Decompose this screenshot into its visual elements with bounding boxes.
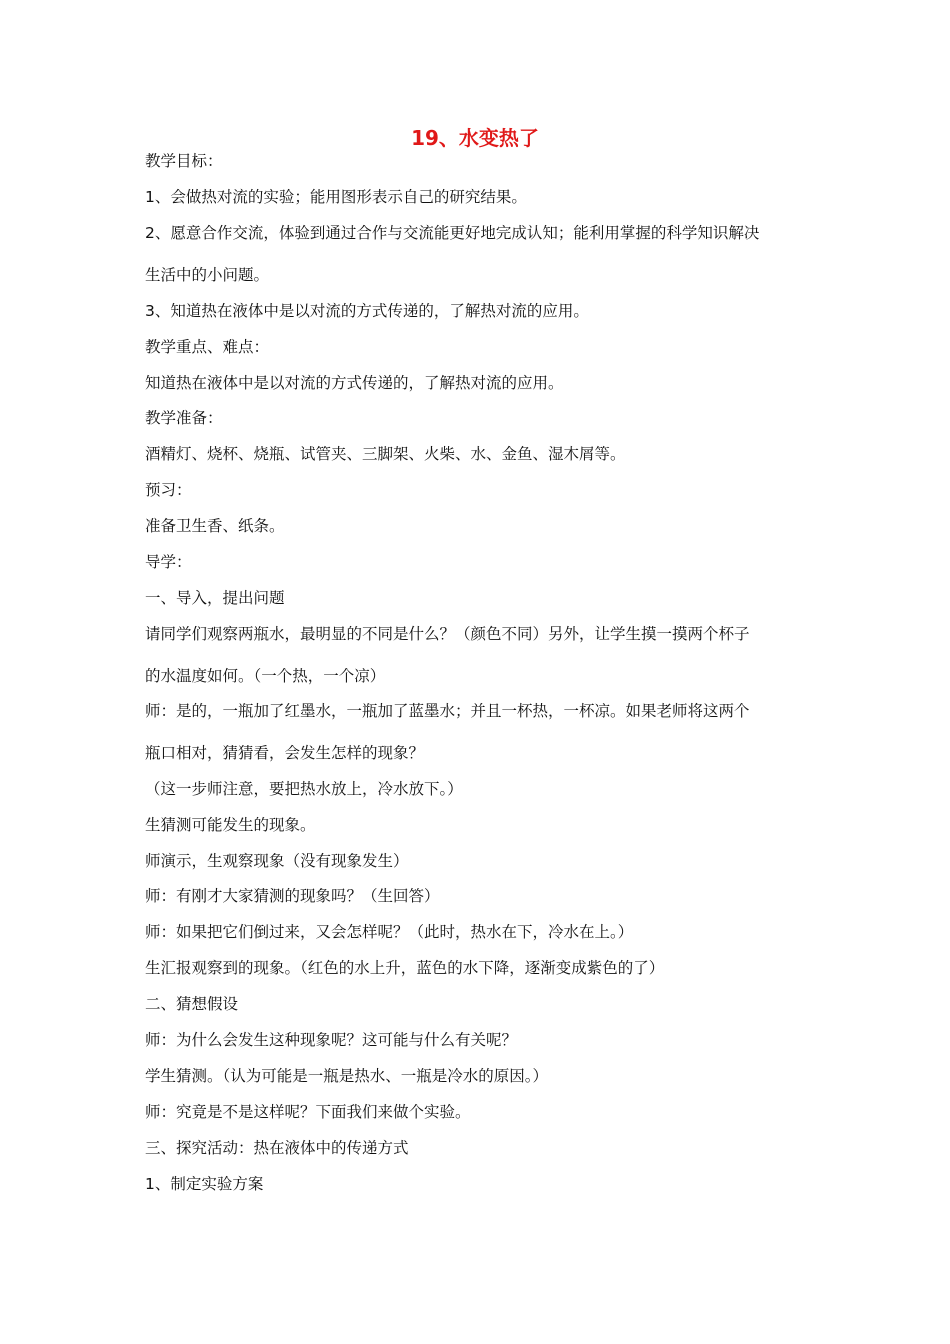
heading-key-points: 教学重点、难点：	[145, 338, 270, 356]
paragraph-line: 2、愿意合作交流，体验到通过合作与交流能更好地完成认知；能利用掌握的科学知识解决	[145, 224, 760, 242]
paragraph-line: 1、会做热对流的实验；能用图形表示自己的研究结果。	[145, 188, 527, 206]
paragraph-line: 师：是的，一瓶加了红墨水，一瓶加了蓝墨水；并且一杯热，一杯凉。如果老师将这两个	[145, 702, 750, 720]
paragraph-line: 知道热在液体中是以对流的方式传递的，了解热对流的应用。	[145, 374, 564, 392]
section-heading: 三、探究活动：热在液体中的传递方式	[145, 1139, 409, 1157]
paragraph-line: 师演示，生观察现象（没有现象发生）	[145, 852, 409, 870]
paragraph-line: 师：究竟是不是这样呢？下面我们来做个实验。	[145, 1103, 471, 1121]
document-title: 19、水变热了	[411, 126, 539, 150]
heading-preview: 预习：	[145, 481, 192, 499]
paragraph-line: 酒精灯、烧杯、烧瓶、试管夹、三脚架、火柴、水、金鱼、湿木屑等。	[145, 445, 626, 463]
heading-preparation: 教学准备：	[145, 409, 223, 427]
paragraph-line: 瓶口相对，猜猜看，会发生怎样的现象？	[145, 744, 425, 762]
paragraph-line: 生活中的小问题。	[145, 266, 270, 284]
paragraph-line: 1、制定实验方案	[145, 1175, 264, 1193]
paragraph-line: （这一步师注意，要把热水放上，冷水放下。）	[145, 780, 463, 798]
paragraph-line: 的水温度如何。（一个热，一个凉）	[145, 667, 386, 685]
section-heading: 二、猜想假设	[145, 995, 239, 1013]
paragraph-line: 生汇报观察到的现象。（红色的水上升，蓝色的水下降，逐渐变成紫色的了）	[145, 959, 665, 977]
paragraph-line: 师：为什么会发生这种现象呢？这可能与什么有关呢？	[145, 1031, 518, 1049]
paragraph-line: 请同学们观察两瓶水，最明显的不同是什么？（颜色不同）另外，让学生摸一摸两个杯子	[145, 625, 750, 643]
paragraph-line: 师：有刚才大家猜测的现象吗？（生回答）	[145, 887, 440, 905]
paragraph-line: 学生猜测。（认为可能是一瓶是热水、一瓶是冷水的原因。）	[145, 1067, 549, 1085]
heading-objectives: 教学目标：	[145, 152, 223, 170]
paragraph-line: 准备卫生香、纸条。	[145, 517, 285, 535]
paragraph-line: 3、知道热在液体中是以对流的方式传递的，了解热对流的应用。	[145, 302, 589, 320]
section-heading: 一、导入，提出问题	[145, 589, 285, 607]
paragraph-line: 师：如果把它们倒过来，又会怎样呢？（此时，热水在下，冷水在上。）	[145, 923, 634, 941]
heading-guidance: 导学：	[145, 553, 192, 571]
paragraph-line: 生猜测可能发生的现象。	[145, 816, 316, 834]
